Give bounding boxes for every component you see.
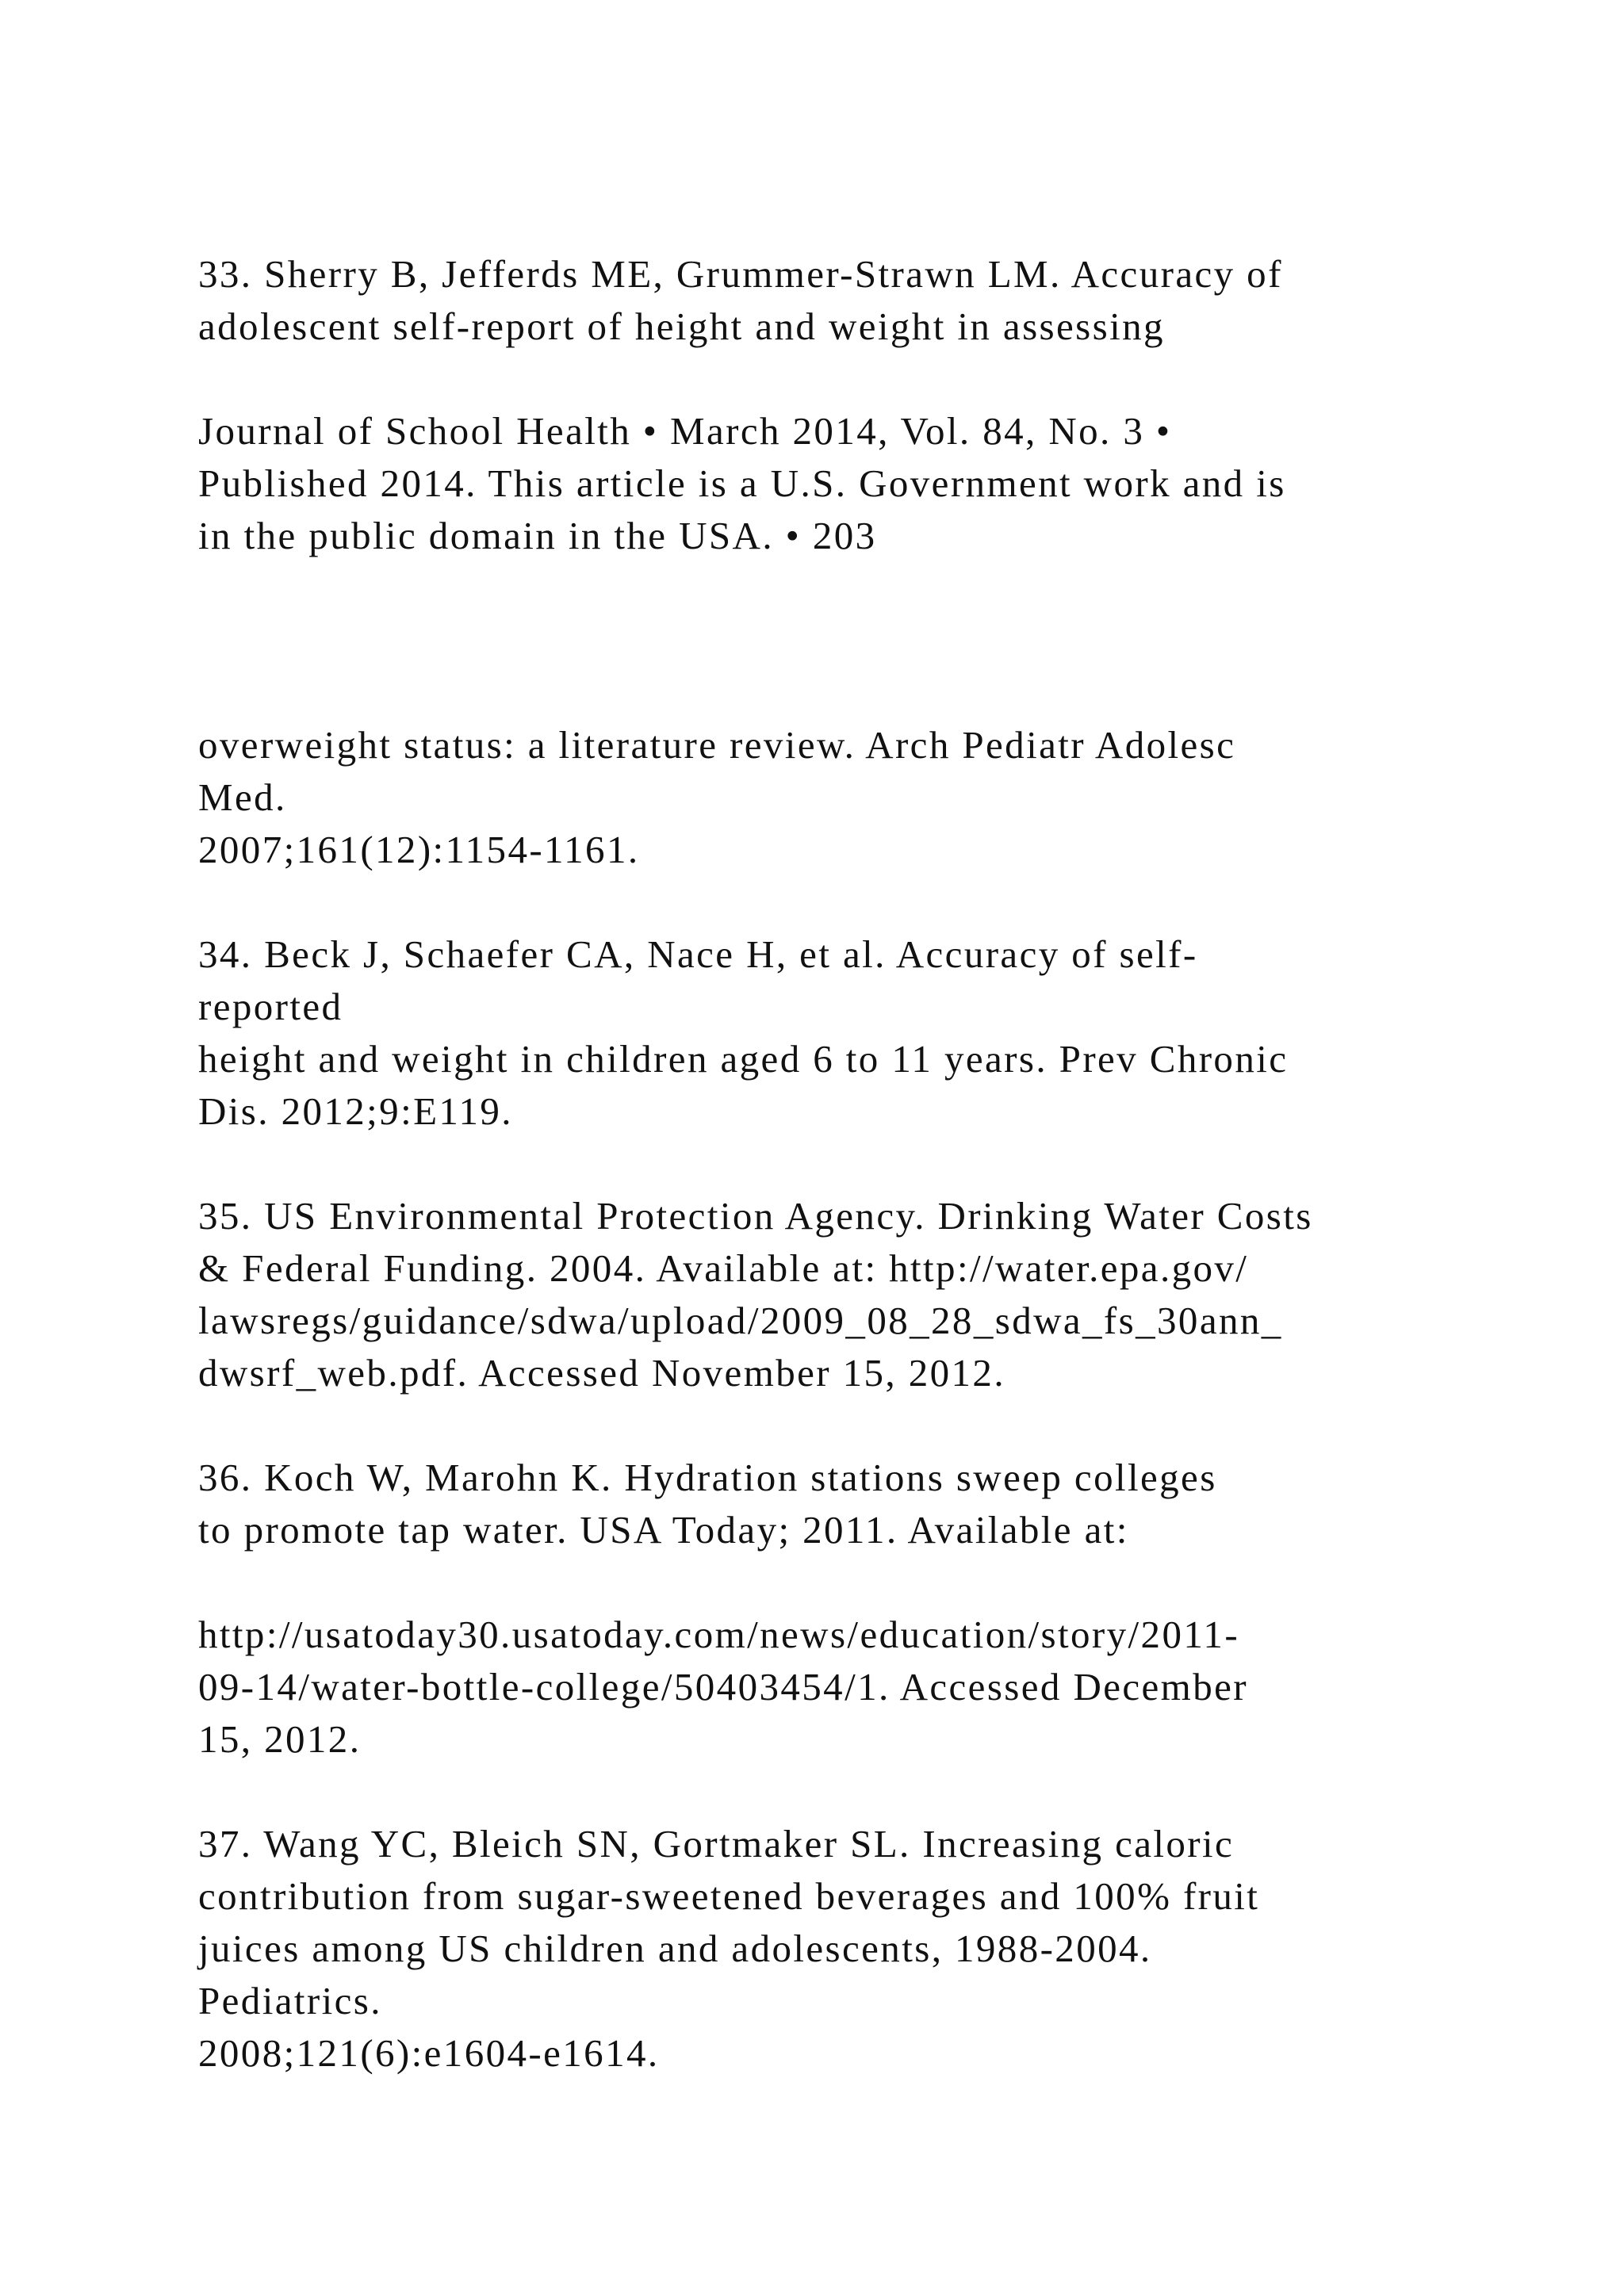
ref-35-line-3: lawsregs/guidance/sdwa/upload/2009_08_28_sdwa_fs_30ann_ <box>198 1299 1283 1342</box>
ref-35-line-2: & Federal Funding. 2004. Available at: http://water.epa.gov/ <box>198 1246 1249 1290</box>
ref-34-line-4: Dis. 2012;9:E119. <box>198 1089 513 1133</box>
ref-34-line-3: height and weight in children aged 6 to 11 years. Prev Chronic <box>198 1037 1289 1081</box>
ref-35-line-1: 35. US Environmental Protection Agency. Drinking Water Costs <box>198 1194 1313 1238</box>
ref-36-line-3: http://usatoday30.usatoday.com/news/education/story/2011- <box>198 1613 1240 1656</box>
ref-37-line-4: Pediatrics. <box>198 1979 382 2022</box>
page-footer-line-2: Published 2014. This article is a U.S. Government work and is <box>198 461 1286 505</box>
ref-37-line-5: 2008;121(6):e1604-e1614. <box>198 2031 660 2075</box>
page-footer-line-3: in the public domain in the USA. • 203 <box>198 514 877 557</box>
ref-33-line-5: 2007;161(12):1154-1161. <box>198 828 640 871</box>
ref-33-line-4: Med. <box>198 775 287 819</box>
ref-37-line-3: juices among US children and adolescents, 1988-2004. <box>198 1927 1152 1970</box>
ref-33-line-2: adolescent self-report of height and weight in assessing <box>198 304 1165 348</box>
ref-33-line-3: overweight status: a literature review. Arch Pediatr Adolesc <box>198 723 1236 767</box>
ref-36-line-1: 36. Koch W, Marohn K. Hydration stations sweep colleges <box>198 1456 1217 1499</box>
ref-34-line-1: 34. Beck J, Schaefer CA, Nace H, et al. Accuracy of self- <box>198 932 1198 976</box>
ref-36-line-2: to promote tap water. USA Today; 2011. Available at: <box>198 1508 1129 1552</box>
ref-34-line-2: reported <box>198 985 343 1028</box>
page-footer-line-1: Journal of School Health • March 2014, Vol. 84, No. 3 • <box>198 409 1172 453</box>
ref-36-line-5: 15, 2012. <box>198 1717 362 1761</box>
ref-33-line-1: 33. Sherry B, Jefferds ME, Grummer-Strawn LM. Accuracy of <box>198 252 1283 296</box>
ref-35-line-4: dwsrf_web.pdf. Accessed November 15, 2012. <box>198 1351 1005 1395</box>
ref-36-line-4: 09-14/water-bottle-college/50403454/1. Accessed December <box>198 1665 1248 1709</box>
ref-37-line-2: contribution from sugar-sweetened beverages and 100% fruit <box>198 1874 1260 1918</box>
ref-37-line-1: 37. Wang YC, Bleich SN, Gortmaker SL. Increasing caloric <box>198 1822 1235 1866</box>
